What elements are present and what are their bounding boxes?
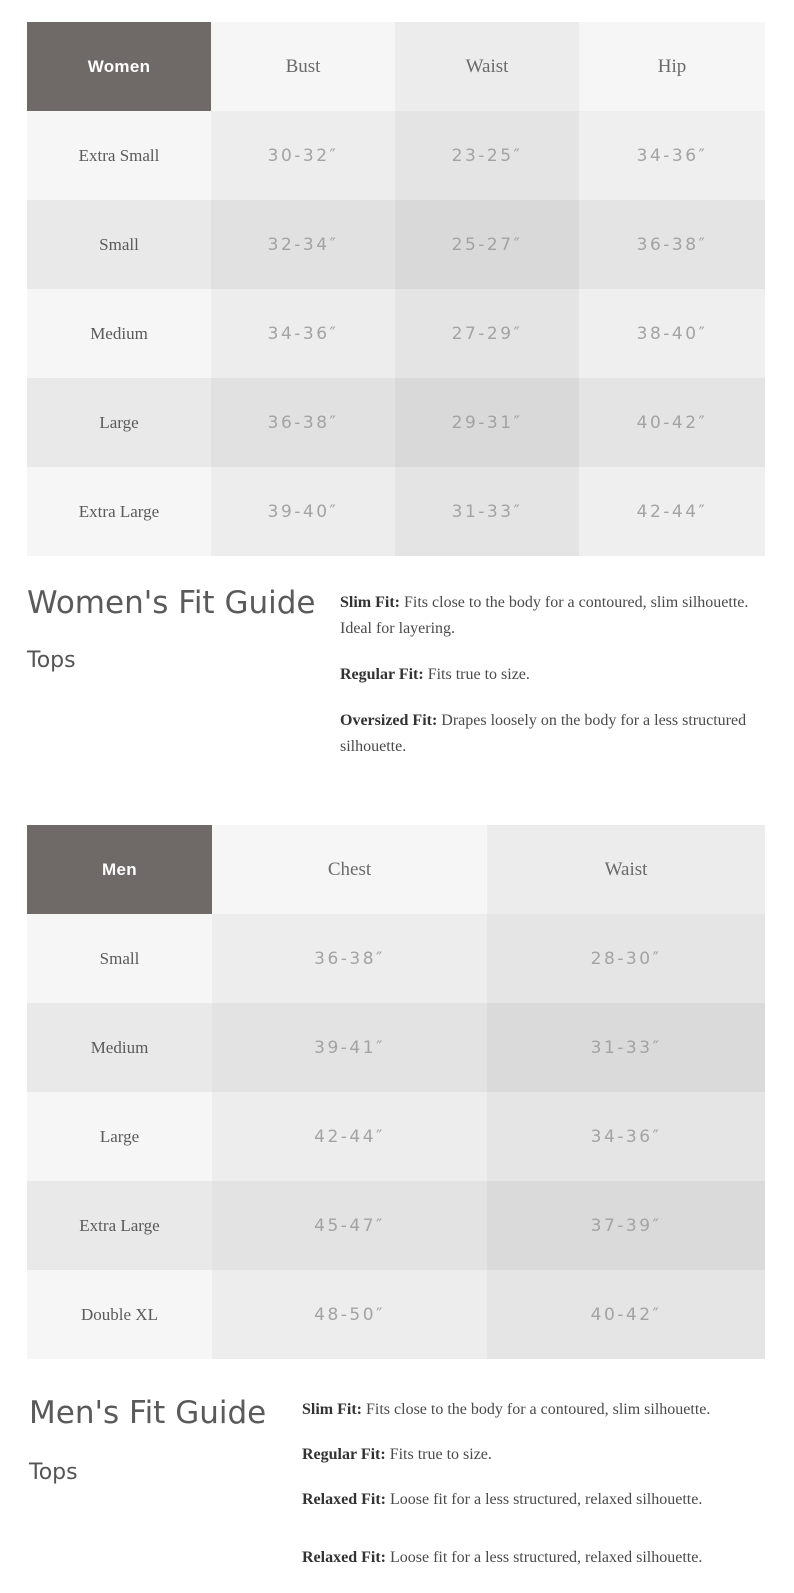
hip-value: 40-42″ (579, 378, 765, 467)
waist-value: 37-39″ (487, 1181, 765, 1270)
table-row (27, 1181, 765, 1270)
women-fit-guide-subtitle: Tops (27, 648, 76, 673)
fit-name: Slim Fit: (302, 1401, 362, 1418)
table-row (27, 1270, 765, 1359)
chest-value: 36-38″ (212, 914, 487, 1003)
women-corner-label: Women (27, 22, 211, 111)
column-header-chest: Chest (212, 825, 487, 914)
hip-value: 42-44″ (579, 467, 765, 556)
waist-value: 28-30″ (487, 914, 765, 1003)
column-header-hip: Hip (579, 22, 765, 111)
size-label: Extra Large (27, 467, 211, 556)
fit-item (302, 1442, 492, 1468)
bust-value: 32-34″ (211, 200, 395, 289)
bust-value: 39-40″ (211, 467, 395, 556)
table-row (27, 378, 765, 467)
table-row (27, 467, 765, 556)
waist-value: 31-33″ (487, 1003, 765, 1092)
column-header-waist: Waist (487, 825, 765, 914)
bust-value: 34-36″ (211, 289, 395, 378)
table-row (27, 1003, 765, 1092)
table-header-row (27, 22, 765, 111)
fit-name: Slim Fit: (340, 594, 400, 611)
waist-value: 29-31″ (395, 378, 579, 467)
chest-value: 48-50″ (212, 1270, 487, 1359)
size-label: Small (27, 914, 212, 1003)
hip-value: 38-40″ (579, 289, 765, 378)
waist-value: 27-29″ (395, 289, 579, 378)
size-label: Medium (27, 289, 211, 378)
fit-name: Relaxed Fit: (302, 1549, 386, 1566)
size-label: Large (27, 1092, 212, 1181)
fit-description: Fits close to the body for a contoured, slim silhouette. (366, 1401, 711, 1418)
table-row (27, 914, 765, 1003)
men-fit-guide-subtitle: Tops (29, 1460, 78, 1485)
fit-item (340, 662, 780, 688)
chest-value: 39-41″ (212, 1003, 487, 1092)
bust-value: 36-38″ (211, 378, 395, 467)
size-label: Large (27, 378, 211, 467)
column-header-bust: Bust (211, 22, 395, 111)
hip-value: 34-36″ (579, 111, 765, 200)
size-label: Extra Small (27, 111, 211, 200)
waist-value: 23-25″ (395, 111, 579, 200)
size-label: Small (27, 200, 211, 289)
waist-value: 34-36″ (487, 1092, 765, 1181)
fit-description: Loose fit for a less structured, relaxed silhouette. (389, 1549, 703, 1566)
table-row (27, 1092, 765, 1181)
chest-value: 45-47″ (212, 1181, 487, 1270)
size-label: Medium (27, 1003, 212, 1092)
men-fit-guide-title: Men's Fit Guide (29, 1395, 267, 1431)
size-label: Double XL (27, 1270, 212, 1359)
fit-name: Relaxed Fit: (302, 1491, 386, 1508)
table-row (27, 111, 765, 200)
size-label: Extra Large (27, 1181, 212, 1270)
men-corner-label: Men (27, 825, 212, 914)
fit-description: Fits true to size. (389, 1446, 492, 1463)
table-row (27, 289, 765, 378)
waist-value: 40-42″ (487, 1270, 765, 1359)
table-row (27, 200, 765, 289)
fit-item (302, 1545, 702, 1571)
women-size-table (27, 22, 765, 556)
fit-description: Drapes loosely on the body for a less structured silhouette. (340, 712, 747, 755)
fit-description: Fits true to size. (427, 666, 530, 683)
table-header-row (27, 825, 765, 914)
fit-name: Oversized Fit: (340, 712, 438, 729)
fit-item (302, 1487, 702, 1513)
waist-value: 25-27″ (395, 200, 579, 289)
men-size-table (27, 825, 765, 1359)
women-fit-guide-title: Women's Fit Guide (27, 585, 316, 621)
fit-item (340, 708, 780, 760)
fit-item (340, 590, 780, 642)
fit-description: Fits close to the body for a contoured, slim silhouette. Ideal for layering. (340, 594, 749, 637)
bust-value: 30-32″ (211, 111, 395, 200)
chest-value: 42-44″ (212, 1092, 487, 1181)
column-header-waist: Waist (395, 22, 579, 111)
waist-value: 31-33″ (395, 467, 579, 556)
fit-name: Regular Fit: (340, 666, 424, 683)
fit-item (302, 1397, 710, 1423)
hip-value: 36-38″ (579, 200, 765, 289)
fit-name: Regular Fit: (302, 1446, 386, 1463)
fit-description: Loose fit for a less structured, relaxed silhouette. (389, 1491, 703, 1508)
